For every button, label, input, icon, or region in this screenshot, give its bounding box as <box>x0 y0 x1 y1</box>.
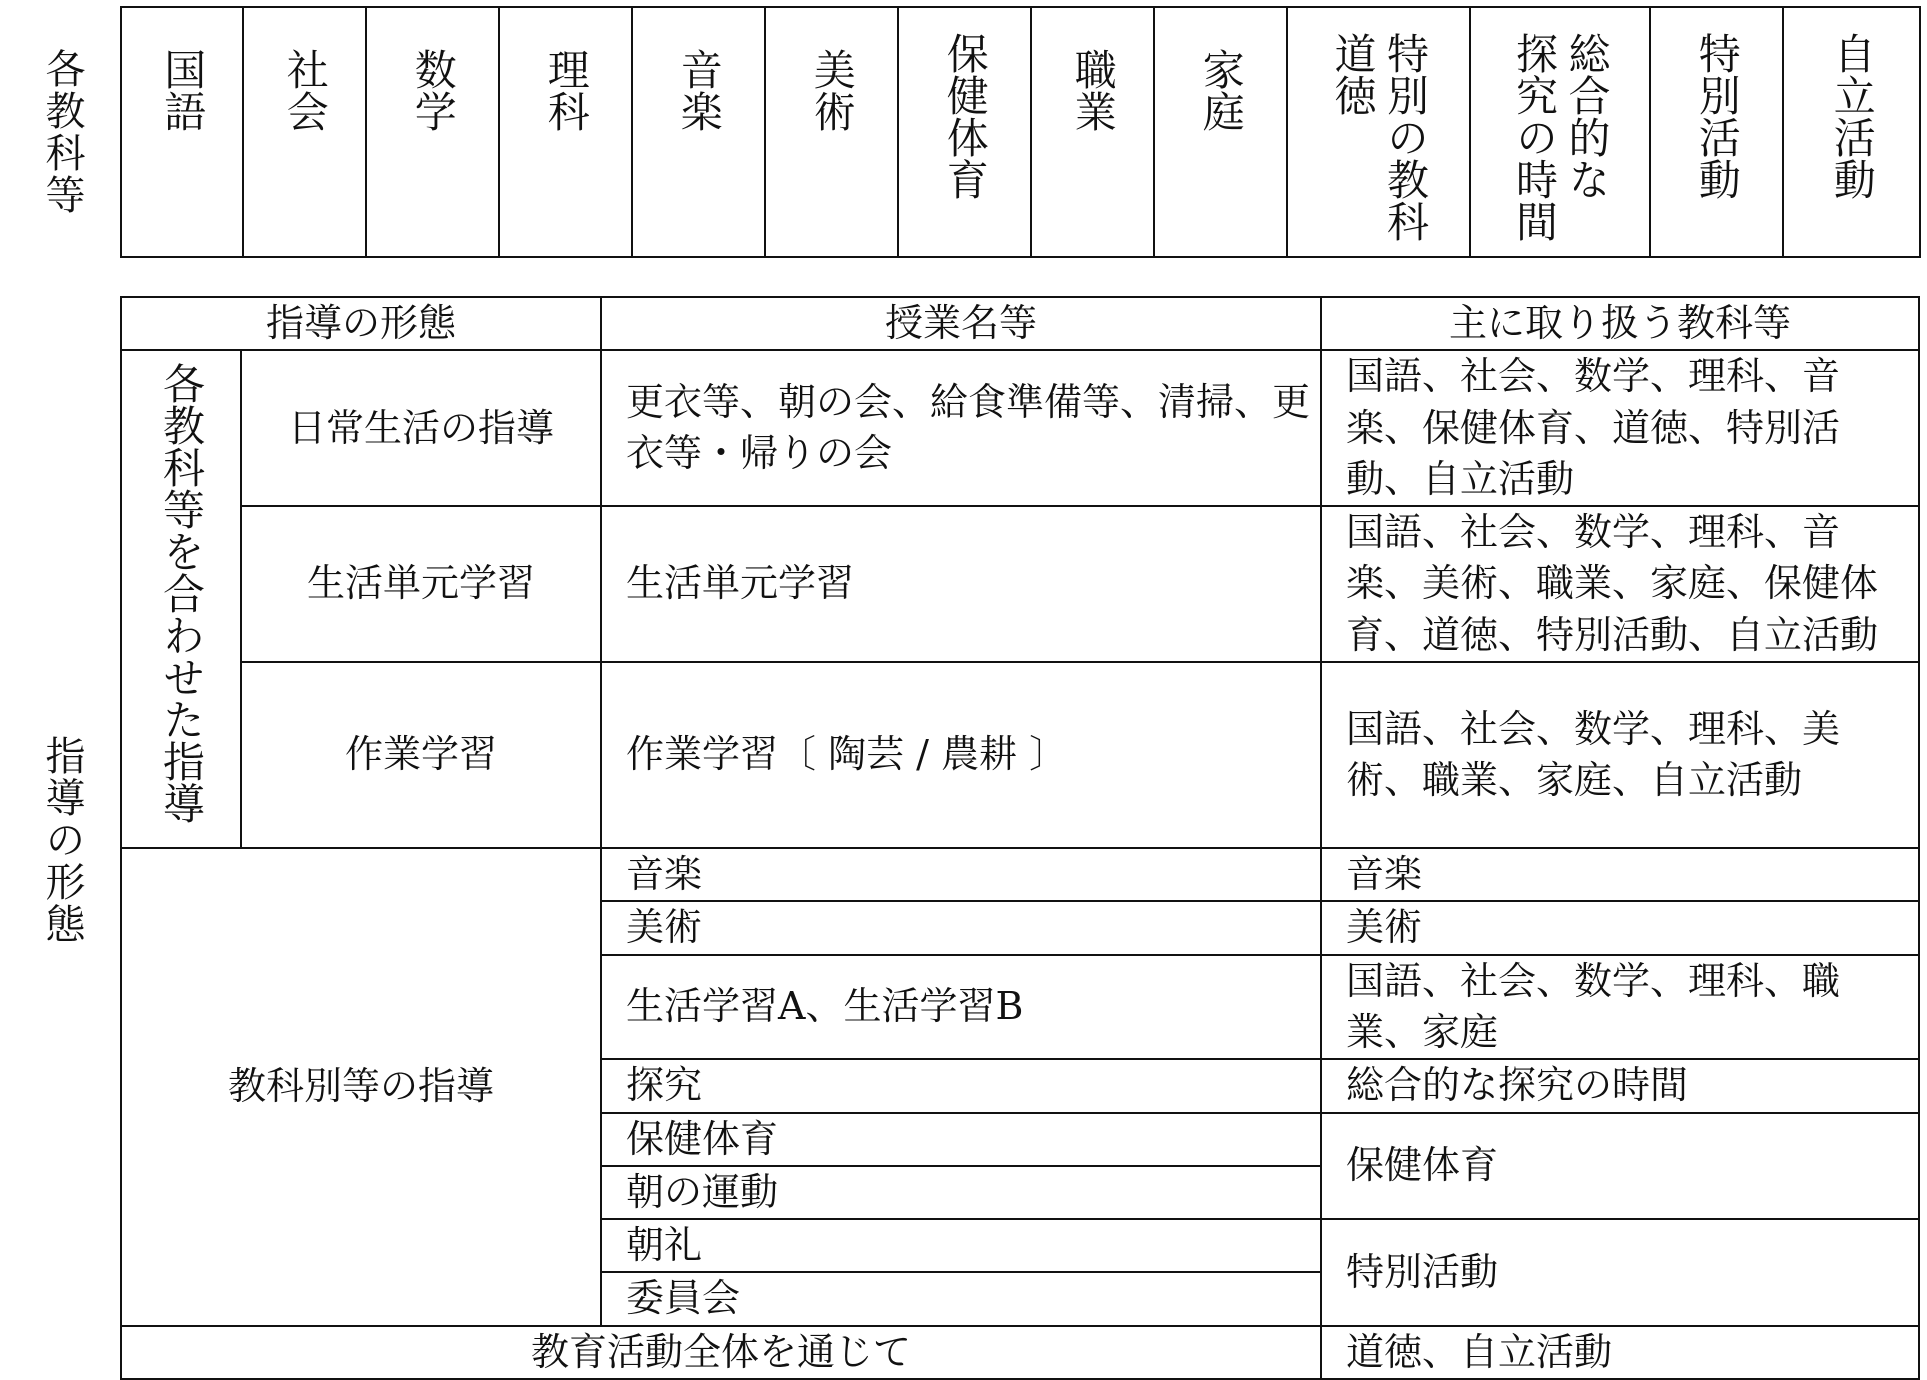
subjects-list: 道徳、自立活動 <box>1321 1326 1919 1379</box>
subject-label: 家庭 <box>1196 48 1246 132</box>
header-subjects: 主に取り扱う教科等 <box>1321 297 1919 350</box>
subjects-list: 国語、社会、数学、理科、美術、職業、家庭、自立活動 <box>1321 662 1919 848</box>
class-name: 朝礼 <box>601 1219 1321 1272</box>
class-name: 作業学習〔 陶芸 / 農耕 〕 <box>601 662 1321 848</box>
by-subject-guidance: 教科別等の指導 <box>121 848 601 1326</box>
subject-label: 国語 <box>158 48 208 132</box>
subject-cell <box>898 7 1031 257</box>
subject-label: 数学 <box>408 48 458 132</box>
subject-label: 美術 <box>807 48 857 132</box>
subject-cell <box>499 7 632 257</box>
subject-cell <box>1031 7 1154 257</box>
class-name: 更衣等、朝の会、給食準備等、清掃、更衣等・帰りの会 <box>601 350 1321 506</box>
class-name: 保健体育 <box>601 1113 1321 1166</box>
header-form: 指導の形態 <box>121 297 601 350</box>
subjects-list: 音楽 <box>1321 848 1919 901</box>
subjects-list: 国語、社会、数学、理科、音楽、保健体育、道徳、特別活動、自立活動 <box>1321 350 1919 506</box>
subject-cell <box>1783 7 1920 257</box>
subjects-list: 美術 <box>1321 901 1919 954</box>
subject-label: 特別活動 <box>1692 32 1742 200</box>
whole-activity-label: 教育活動全体を通じて <box>121 1326 1321 1379</box>
subject-cell <box>765 7 898 257</box>
subjects-list: 国語、社会、数学、理科、職業、家庭 <box>1321 955 1919 1060</box>
combined-guidance-cell <box>121 350 241 848</box>
subjects-list: 特別活動 <box>1321 1219 1919 1326</box>
header-class-name: 授業名等 <box>601 297 1321 350</box>
form-side-label: 指導の形態 <box>39 735 85 945</box>
subject-label-moral <box>1326 32 1431 242</box>
combined-guidance-label: 各教科等を合わせた指導 <box>157 361 206 824</box>
subjects-table <box>120 6 1921 258</box>
subject-line: 総合的な <box>1562 32 1612 200</box>
subject-label: 社会 <box>280 48 330 132</box>
subject-cell <box>366 7 499 257</box>
class-name: 朝の運動 <box>601 1166 1321 1219</box>
subject-line: 特別の教科 <box>1381 32 1430 242</box>
class-name: 生活単元学習 <box>601 506 1321 662</box>
subject-cell <box>632 7 765 257</box>
subject-line: 道徳 <box>1328 32 1378 116</box>
subject-cell-moral <box>1287 7 1470 257</box>
form-table <box>120 296 1920 1380</box>
form-name: 作業学習 <box>241 662 601 848</box>
class-name: 音楽 <box>601 848 1321 901</box>
form-name: 日常生活の指導 <box>241 350 601 506</box>
class-name: 委員会 <box>601 1272 1321 1325</box>
subjects-list: 国語、社会、数学、理科、音楽、美術、職業、家庭、保健体育、道徳、特別活動、自立活動 <box>1321 506 1919 662</box>
subject-line: 探究の時間 <box>1510 32 1559 242</box>
form-name: 生活単元学習 <box>241 506 601 662</box>
subject-cell <box>243 7 366 257</box>
subject-label-inquiry <box>1508 32 1613 242</box>
class-name: 探究 <box>601 1059 1321 1112</box>
subject-label: 理科 <box>541 48 591 132</box>
subject-cell <box>1650 7 1783 257</box>
subjects-side-label: 各教科等 <box>39 48 85 216</box>
subject-label: 自立活動 <box>1827 32 1877 200</box>
subject-cell <box>1154 7 1287 257</box>
subject-label: 保健体育 <box>940 32 990 200</box>
class-name: 生活学習A、生活学習B <box>601 955 1321 1060</box>
subjects-list: 保健体育 <box>1321 1113 1919 1220</box>
subject-label: 音楽 <box>674 48 724 132</box>
subject-cell <box>121 7 243 257</box>
subject-label: 職業 <box>1068 48 1118 132</box>
class-name: 美術 <box>601 901 1321 954</box>
subjects-list: 総合的な探究の時間 <box>1321 1059 1919 1112</box>
subject-cell-inquiry <box>1470 7 1650 257</box>
